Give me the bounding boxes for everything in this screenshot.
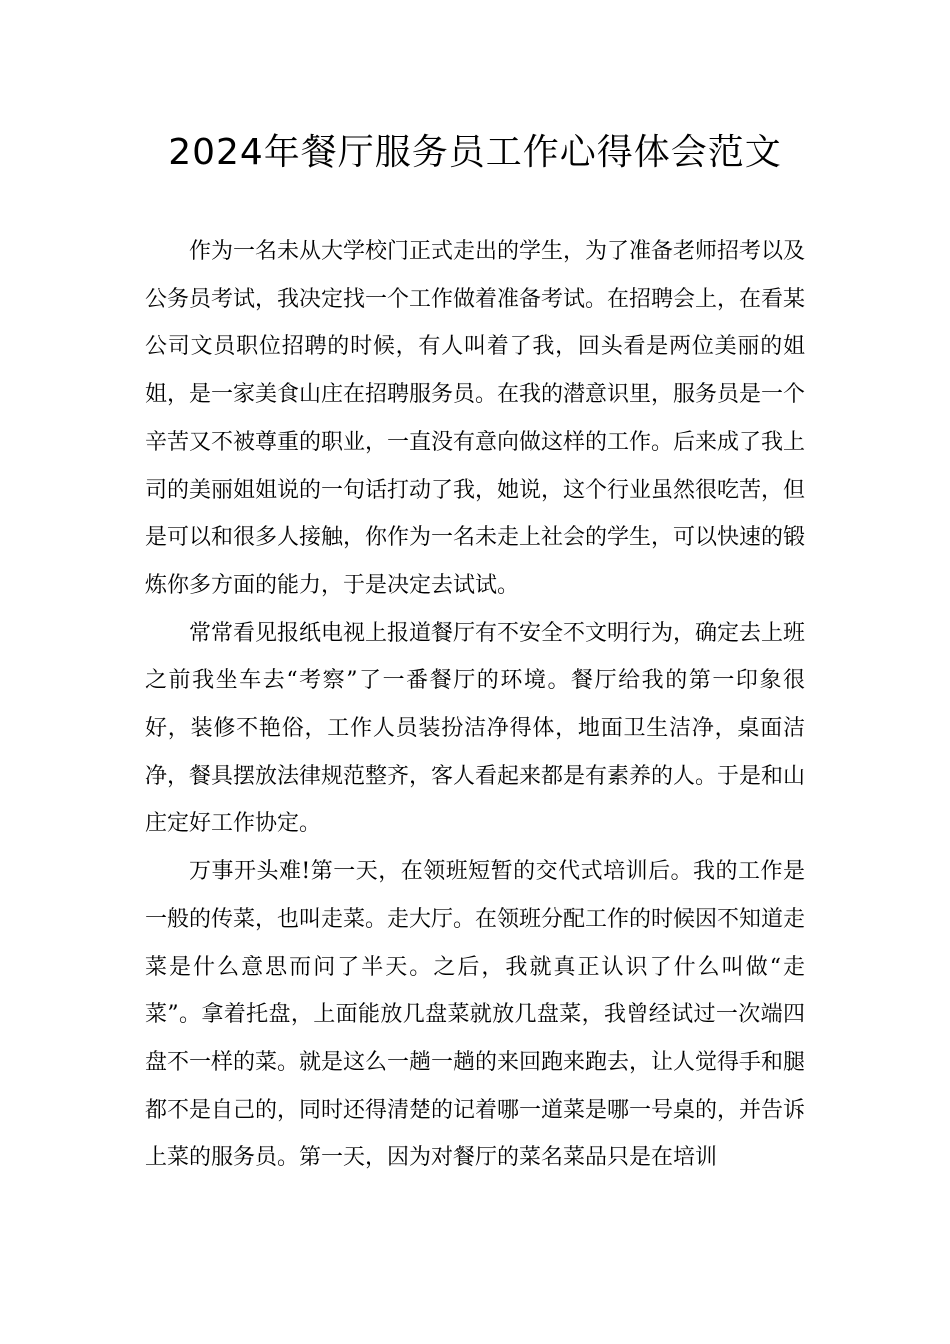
- document-body: [145, 228, 805, 1182]
- paragraph-2: 常常看见报纸电视上报道餐厅有不安全不文明行为，确定去上班之前我坐车去“考察”了一番餐厅的环境。餐厅给我的第一印象很好，装修不艳俗，工作人员装扮洁净得体，地面卫生洁净，桌面洁净，餐具摆放法律规范整齐，客人看起来都是有素养的人。于是和山庄定好工作协定。: [145, 620, 806, 837]
- document-title: 2024年餐厅服务员工作心得体会范文: [168, 132, 782, 173]
- paragraph-1: 作为一名未从大学校门正式走出的学生，为了准备老师招考以及公务员考试，我决定找一个工作做着准备考试。在招聘会上，在看某公司文员职位招聘的时候，有人叫着了我，回头看是两位美丽的姐姐，是一家美食山庄在招聘服务员。在我的潜意识里，服务员是一个辛苦又不被尊重的职业，一直没有意向做这样的工作。后来成了我上司的美丽姐姐说的一句话打动了我，她说，这个行业虽然很吃苦，但是可以和很多人接触，你作为一名未走上社会的学生，可以快速的锻炼你多方面的能力，于是决定去试试。: [145, 239, 806, 598]
- paragraph-3: 万事开头难!第一天，在领班短暂的交代式培训后。我的工作是一般的传菜，也叫走菜。走大厅。在领班分配工作的时候因不知道走菜是什么意思而问了半天。之后，我就真正认识了什么叫做“走菜”。拿着托盘，上面能放几盘菜就放几盘菜，我曾经试过一次端四盘不一样的菜。就是这么一趟一趟的来回跑来跑去，让人觉得手和腿都不是自己的，同时还得清楚的记着哪一道菜是哪一号桌的，并告诉上菜的服务员。第一天，因为对餐厅的菜名菜品只是在培训: [145, 859, 806, 1171]
